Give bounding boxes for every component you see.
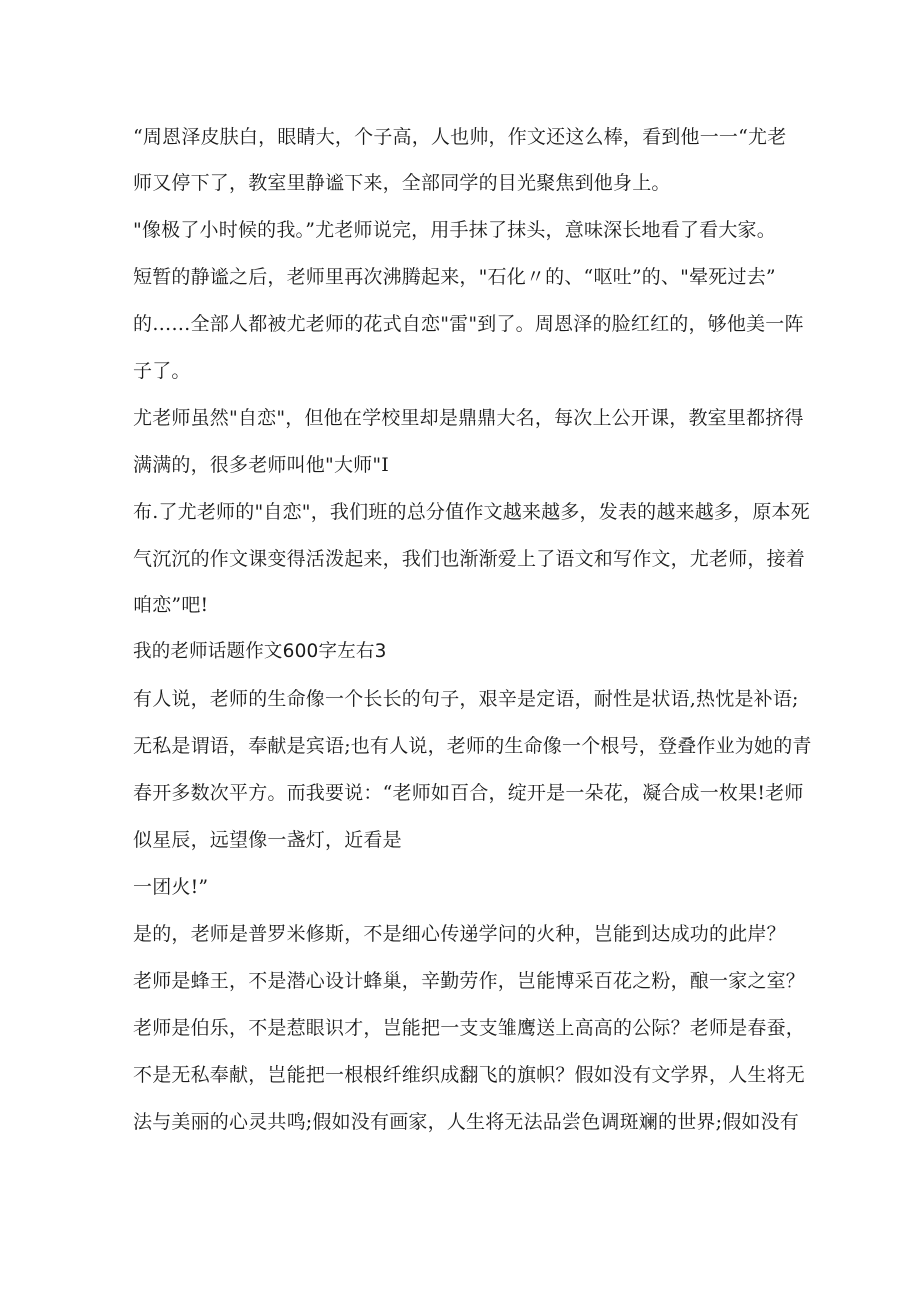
paragraph-line: 一团火!”	[133, 876, 209, 898]
paragraph-line: 法与美丽的心灵共鸣;假如没有画家，人生将无法品尝色调斑斓的世界;假如没有	[133, 1111, 800, 1133]
paragraph-line: 师又停下了，教室里静谧下来，全部同学的目光聚焦到他身上。	[133, 172, 671, 194]
paragraph-line: 咱恋”吧!	[133, 594, 209, 616]
paragraph-line: “周恩泽皮肤白，眼睛大，个子高，人也帅，作文还这么棒，看到他一一“尤老	[133, 126, 787, 148]
paragraph-line: 气沉沉的作文课变得活泼起来，我们也渐渐爱上了语文和写作文，尤老师，接着	[133, 548, 806, 570]
paragraph-line: 不是无私奉献，岂能把一根根纤维织成翻飞的旗帜？假如没有文学界，人生将无	[133, 1064, 806, 1086]
paragraph-line: "像极了小时候的我。”尤老师说完，用手抹了抹头，意味深长地看了看大家。	[133, 219, 776, 241]
paragraph-line: 子了。	[133, 360, 191, 382]
section-heading: 我的老师话题作文600字左右3	[133, 641, 387, 662]
paragraph-line: 是的，老师是普罗米修斯，不是细心传递学问的火种，岂能到达成功的此岸？	[133, 923, 786, 945]
paragraph-line: 的……全部人都被尤老师的花式自恋"雷"到了。周恩泽的脸红红的，够他美一阵	[133, 313, 804, 335]
paragraph-line: 春开多数次平方。而我要说：“老师如百合，绽开是一朵花，凝合成一枚果!老师	[133, 782, 804, 804]
paragraph-line: 尤老师虽然"自恋"，但他在学校里却是鼎鼎大名，每次上公开课，教室里都挤得	[133, 407, 804, 429]
paragraph-line: 似星辰，远望像一盏灯，近看是	[133, 829, 402, 851]
paragraph-line: 满满的，很多老师叫他"大师"I	[133, 454, 389, 476]
paragraph-line: 有人说，老师的生命像一个长长的句子，艰辛是定语，耐性是状语,热忱是补语;	[133, 688, 799, 710]
paragraph-line: 老师是蜂王，不是潜心设计蜂巢，辛勤劳作，岂能博采百花之粉，酿一家之室？	[133, 970, 806, 992]
paragraph-line: 布.了尤老师的"自恋"，我们班的总分值作文越来越多，发表的越来越多，原本死	[133, 501, 810, 523]
paragraph-line: 无私是谓语，奉献是宾语;也有人说，老师的生命像一个根号，登叠作业为她的青	[133, 735, 812, 757]
paragraph-line: 短暂的静谧之后，老师里再次沸腾起来，"石化〃的、“呕吐”的、"晕死过去”	[133, 266, 776, 288]
paragraph-line: 老师是伯乐，不是惹眼识才，岂能把一支支雏鹰送上高高的公际？老师是春蚕，	[133, 1017, 806, 1039]
